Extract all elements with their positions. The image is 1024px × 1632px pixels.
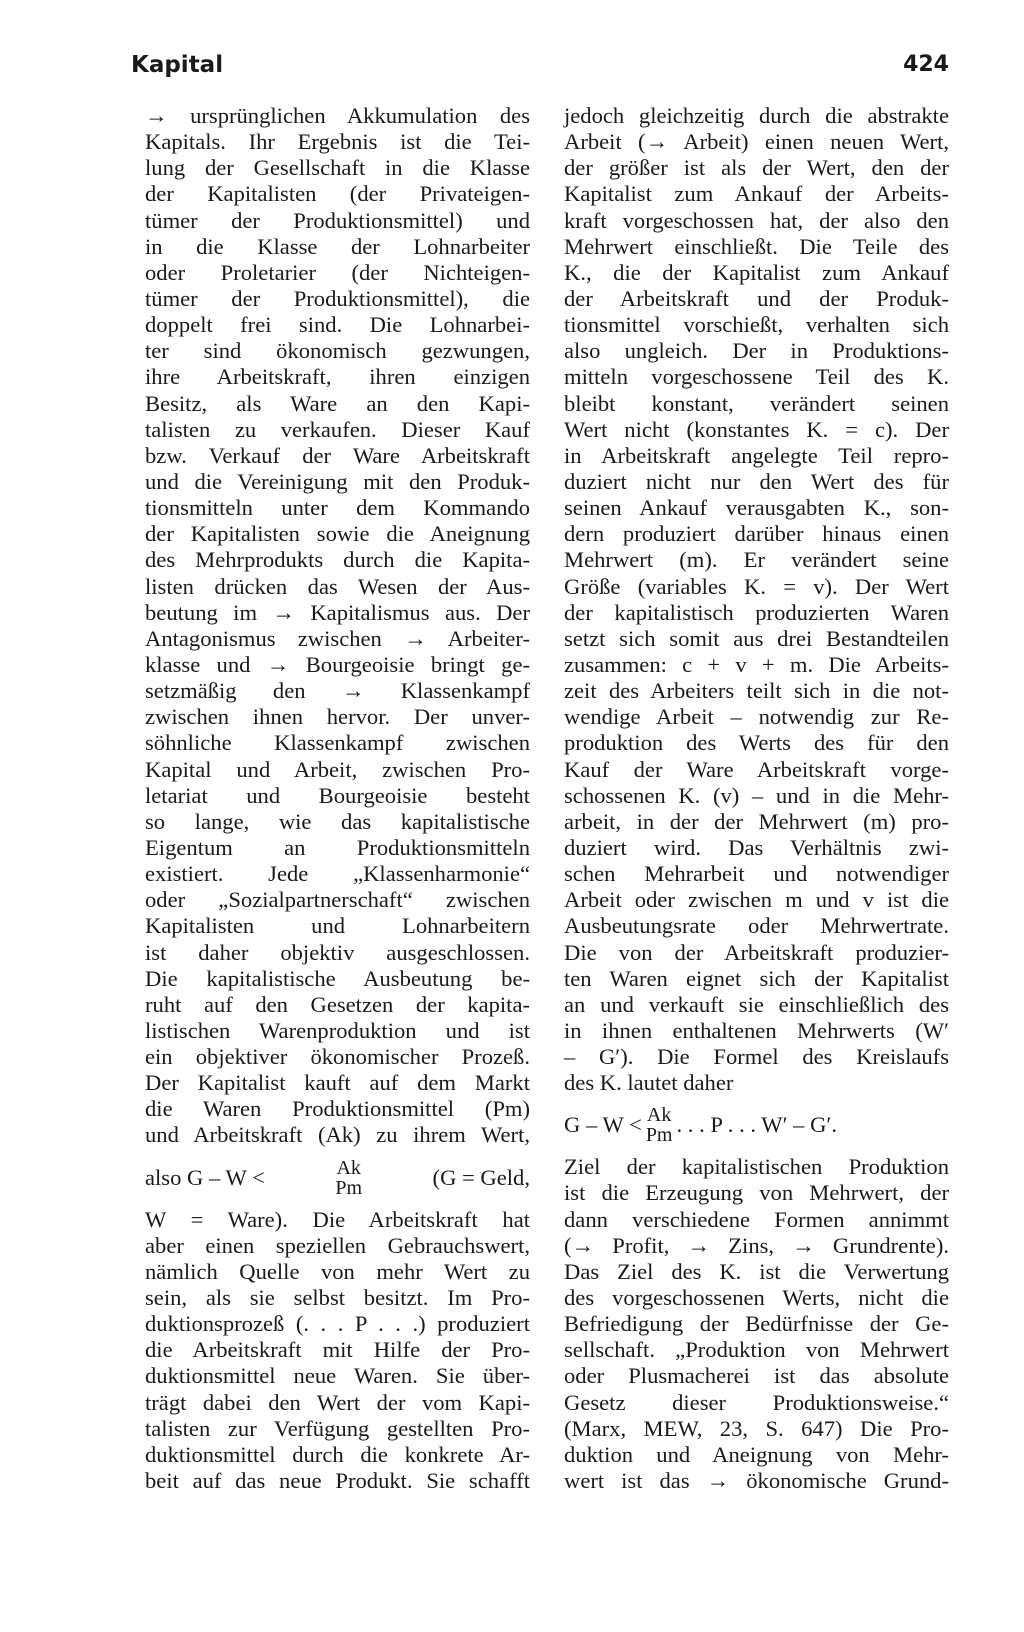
left-text-before-formula	[145, 103, 530, 1149]
text-line: bzw. Verkauf der Ware Arbeitskraft	[145, 442, 530, 468]
text-line: Gesetz dieser Produktionsweise.“	[564, 1389, 949, 1415]
text-line: kraft vorgeschossen hat, der also den	[564, 207, 949, 233]
right-column	[564, 103, 949, 1494]
text-line: die Arbeitskraft mit Hilfe der Pro-	[145, 1337, 530, 1363]
text-line: jedoch gleichzeitig durch die abstrakte	[564, 103, 949, 128]
left-formula-fraction	[335, 1158, 362, 1198]
text-line: des Mehrprodukts durch die Kapita-	[145, 547, 530, 573]
text-line: Kauf der Ware Arbeitskraft vorge-	[564, 756, 949, 782]
text-line: produktion des Werts des für den	[564, 730, 949, 756]
text-line: schossenen K. (v) – und in die Mehr-	[564, 782, 949, 808]
text-line: dann verschiedene Formen annimmt	[564, 1206, 949, 1232]
text-line: (Marx, MEW, 23, S. 647) Die Pro-	[564, 1415, 949, 1441]
text-line: doppelt frei sind. Die Lohnarbei-	[145, 312, 530, 338]
text-line: bleibt konstant, verändert seinen	[564, 390, 949, 416]
left-formula	[145, 1149, 530, 1207]
text-line: so lange, wie das kapitalistische	[145, 808, 530, 834]
left-formula-bottom: Pm	[335, 1176, 363, 1199]
right-formula-top: Ak	[646, 1104, 672, 1127]
text-line: und die Vereinigung mit den Produk-	[145, 468, 530, 494]
text-line: in die Klasse der Lohnarbeiter	[145, 233, 530, 259]
text-line: des vorgeschossenen Werts, nicht die	[564, 1285, 949, 1311]
text-line: beutung im → Kapitalismus aus. Der	[145, 599, 530, 625]
text-line: oder „Sozialpartnerschaft“ zwischen	[145, 887, 530, 913]
left-column	[145, 103, 530, 1494]
text-line: W = Ware). Die Arbeitskraft hat	[145, 1206, 530, 1232]
text-line: Kapitalist zum Ankauf der Arbeits-	[564, 181, 949, 207]
text-line: Mehrwert einschließt. Die Teile des	[564, 233, 949, 259]
right-formula-prefix: G – W <	[564, 1112, 642, 1138]
text-line: duktion und Aneignung von Mehr-	[564, 1441, 949, 1467]
text-line: in Arbeitskraft angelegte Teil repro-	[564, 442, 949, 468]
text-line: Besitz, als Ware an den Kapi-	[145, 390, 530, 416]
right-formula-suffix: . . . P . . . W′ – G′.	[676, 1112, 838, 1138]
text-line: in ihnen enthaltenen Mehrwerts (W′	[564, 1017, 949, 1043]
text-line: ist daher objektiv ausgeschlossen.	[145, 939, 530, 965]
text-line: arbeit, in der der Mehrwert (m) pro-	[564, 808, 949, 834]
text-line: Wert nicht (konstantes K. = c). Der	[564, 416, 949, 442]
text-line: duktionsmittel neue Waren. Sie über-	[145, 1363, 530, 1389]
right-formula-fraction	[646, 1105, 673, 1145]
text-line: Befriedigung der Bedürfnisse der Ge-	[564, 1311, 949, 1337]
text-line: Ziel der kapitalistischen Produktion	[564, 1154, 949, 1180]
text-line: listen drücken das Wesen der Aus-	[145, 573, 530, 599]
text-line: nämlich Quelle von mehr Wert zu	[145, 1258, 530, 1284]
text-line: zeit des Arbeiters teilt sich in die not-	[564, 678, 949, 704]
text-line: beit auf das neue Produkt. Sie schafft	[145, 1468, 530, 1494]
text-line: der kapitalistisch produzierten Waren	[564, 599, 949, 625]
text-line: Kapitalisten und Lohnarbeitern	[145, 913, 530, 939]
text-line: Der Kapitalist kauft auf dem Markt	[145, 1070, 530, 1096]
text-line: mitteln vorgeschossene Teil des K.	[564, 364, 949, 390]
text-line: listischen Warenproduktion und ist	[145, 1017, 530, 1043]
text-line: tümer der Produktionsmittel) und	[145, 207, 530, 233]
right-text-after-formula	[564, 1154, 949, 1494]
text-line: setzmäßig den → Klassenkampf	[145, 678, 530, 704]
text-line: an und verkauft sie einschließlich des	[564, 991, 949, 1017]
text-line: ihre Arbeitskraft, ihren einzigen	[145, 364, 530, 390]
text-line: oder Proletarier (der Nichteigen-	[145, 259, 530, 285]
text-line: dern produziert darüber hinaus einen	[564, 521, 949, 547]
text-line: des K. lautet daher	[564, 1070, 734, 1096]
text-line: der Arbeitskraft und der Produk-	[564, 285, 949, 311]
text-line: ein objektiver ökonomischer Prozeß.	[145, 1044, 530, 1070]
text-line: duziert nicht nur den Wert des für	[564, 468, 949, 494]
text-line: Die von der Arbeitskraft produzier-	[564, 939, 949, 965]
text-line: wendige Arbeit – notwendig zur Re-	[564, 704, 949, 730]
text-line: ter sind ökonomisch gezwungen,	[145, 338, 530, 364]
text-line: duktionsmittel durch die konkrete Ar-	[145, 1441, 530, 1467]
text-line: duktionsprozeß (. . . P . . .) produziert	[145, 1311, 530, 1337]
text-line: Arbeit oder zwischen m und v ist die	[564, 887, 949, 913]
text-line: der größer ist als der Wert, den der	[564, 155, 949, 181]
text-line: tionsmittel vorschießt, verhalten sich	[564, 312, 949, 338]
right-text-before-formula	[564, 103, 949, 1096]
text-line: lung der Gesellschaft in die Klasse	[145, 155, 530, 181]
left-formula-suffix: (G = Geld,	[432, 1164, 530, 1190]
left-formula-prefix: also G – W <	[145, 1164, 265, 1190]
text-line: Kapital und Arbeit, zwischen Pro-	[145, 756, 530, 782]
text-line: Arbeit (→ Arbeit) einen neuen Wert,	[564, 129, 949, 155]
text-line: – G′). Die Formel des Kreislaufs	[564, 1044, 949, 1070]
text-line: existiert. Jede „Klassenharmonie“	[145, 861, 530, 887]
text-line: Ausbeutungsrate oder Mehrwertrate.	[564, 913, 949, 939]
left-text-after-formula	[145, 1207, 530, 1495]
text-line: klasse und → Bourgeoisie bringt ge-	[145, 651, 530, 677]
right-formula-bottom: Pm	[645, 1124, 673, 1147]
text-line: tümer der Produktionsmittel), die	[145, 285, 530, 311]
text-line: ten Waren eignet sich der Kapitalist	[564, 965, 949, 991]
text-line: wert ist das → ökonomische Grund-	[564, 1468, 949, 1494]
text-line: ruht auf den Gesetzen der kapita-	[145, 991, 530, 1017]
text-line: zusammen: c + v + m. Die Arbeits-	[564, 651, 949, 677]
text-line: duziert wird. Das Verhältnis zwi-	[564, 834, 949, 860]
text-line: talisten zur Verfügung gestellten Pro-	[145, 1415, 530, 1441]
text-line: der Kapitalisten (der Privateigen-	[145, 181, 530, 207]
text-line: (→ Profit, → Zins, → Grundrente).	[564, 1232, 949, 1258]
page-number: 424	[903, 52, 949, 77]
text-line: aber einen speziellen Gebrauchswert,	[145, 1232, 530, 1258]
text-line: Größe (variables K. = v). Der Wert	[564, 573, 949, 599]
text-line: Antagonismus zwischen → Arbeiter-	[145, 625, 530, 651]
text-line: → ursprünglichen Akkumulation des	[145, 103, 530, 128]
running-head: Kapital	[131, 52, 224, 78]
page-header	[131, 52, 949, 92]
text-line: setzt sich somit aus drei Bestandteilen	[564, 625, 949, 651]
text-line: und Arbeitskraft (Ak) zu ihrem Wert,	[145, 1122, 530, 1148]
text-line: letariat und Bourgeoisie besteht	[145, 782, 530, 808]
text-line: seinen Ankauf verausgabten K., son-	[564, 495, 949, 521]
text-line: der Kapitalisten sowie die Aneignung	[145, 521, 530, 547]
text-line: trägt dabei den Wert der vom Kapi-	[145, 1389, 530, 1415]
text-line: tionsmitteln unter dem Kommando	[145, 495, 530, 521]
right-formula	[564, 1096, 949, 1154]
text-line: Kapitals. Ihr Ergebnis ist die Tei-	[145, 129, 530, 155]
text-line: söhnliche Klassenkampf zwischen	[145, 730, 530, 756]
text-line: sein, als sie selbst besitzt. Im Pro-	[145, 1285, 530, 1311]
text-line: oder Plusmacherei ist das absolute	[564, 1363, 949, 1389]
text-line: Eigentum an Produktionsmitteln	[145, 834, 530, 860]
text-line: talisten zu verkaufen. Dieser Kauf	[145, 416, 530, 442]
text-line: also ungleich. Der in Produktions-	[564, 338, 949, 364]
text-line: Das Ziel des K. ist die Verwertung	[564, 1258, 949, 1284]
left-formula-top: Ak	[336, 1156, 361, 1179]
text-line: Die kapitalistische Ausbeutung be-	[145, 965, 530, 991]
text-line: die Waren Produktionsmittel (Pm)	[145, 1096, 530, 1122]
text-line: Mehrwert (m). Er verändert seine	[564, 547, 949, 573]
text-line: sellschaft. „Produktion von Mehrwert	[564, 1337, 949, 1363]
text-line: schen Mehrarbeit und notwendiger	[564, 861, 949, 887]
text-line: K., die der Kapitalist zum Ankauf	[564, 259, 949, 285]
text-line: ist die Erzeugung von Mehrwert, der	[564, 1180, 949, 1206]
text-line: zwischen ihnen hervor. Der unver-	[145, 704, 530, 730]
